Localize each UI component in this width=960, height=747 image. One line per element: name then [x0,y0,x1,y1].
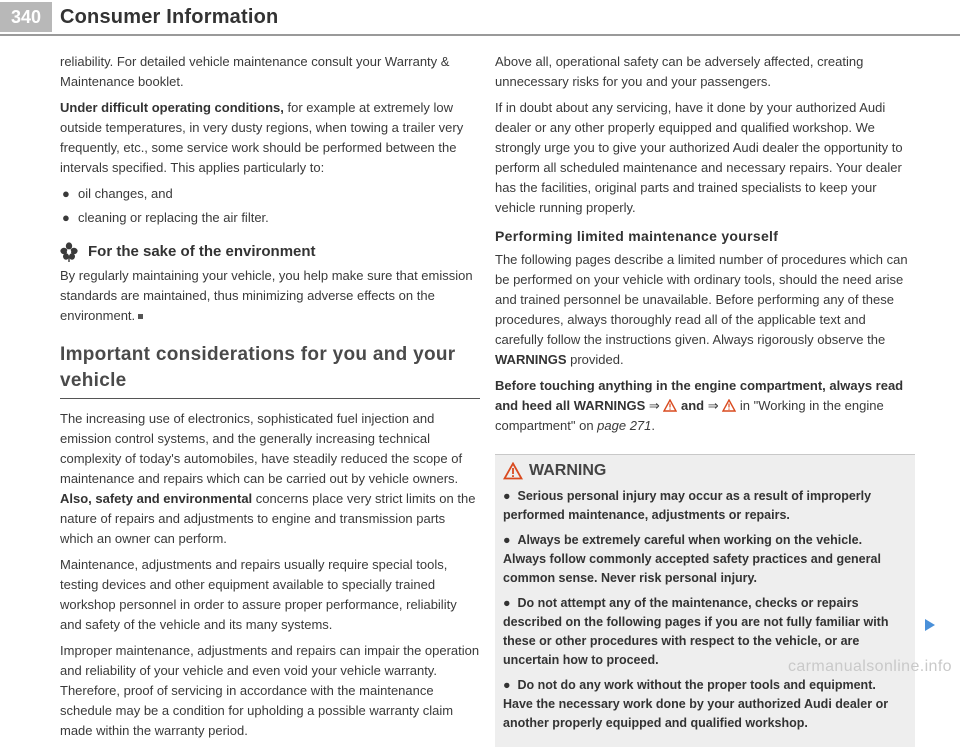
environment-text: By regularly maintaining your vehicle, you help make sure that emission standards are maintained, thus minimizing adverse effects on the environment. [60,268,473,323]
list-item-text: cleaning or replacing the air filter. [78,210,269,225]
paragraph-operational-safety: Above all, operational safety can be adversely affected, creating unnecessary risks for you and your passengers. [495,54,864,89]
engine-period: . [651,418,656,433]
right-column [495,52,915,747]
warning-title [503,461,907,481]
service-bullet-list [60,184,480,228]
left-column [60,52,480,747]
list-item [60,208,480,228]
end-of-section-icon [138,314,143,319]
warning-item-text: Always be extremely careful when working on the vehicle. Always follow commonly accepted safety practices and general common sense. Never risk personal injury. [503,533,881,585]
paragraph-improper-maintenance: Improper maintenance, adjustments and repairs can impair the operation and reliability of your vehicle and even void your vehicle warranty. Therefore, proof of servicing in accordance with the maintenance schedule may be a condition for upholding a possible warranty claim made within the warranty period. [60,643,480,738]
bullet-icon: ● [62,210,70,225]
watermark: carmanualsonline.info [787,658,952,675]
engine-and: and [677,398,705,413]
warning-item: ● Do not attempt any of the maintenance, checks or repairs described on the following pages if you are not fully familiar with these or other procedures with respect to the vehicle, or are uncertain how to proceed. [503,596,889,667]
warning-triangle-icon [722,399,736,412]
continue-arrow-icon[interactable] [924,618,936,632]
list-item [60,184,480,204]
paragraph-special-tools: Maintenance, adjustments and repairs usually require special tools, testing devices and other equipment available to specially trained workshop personnel in order to assure proper performance, reliability and safety of the vehicle and its many systems. [60,557,457,632]
procedures-text-b: provided. [566,352,624,367]
warning-item-text: Serious personal injury may occur as a result of improperly performed maintenance, adjustments or repairs. [503,489,872,522]
warning-item-text: Do not do any work without the proper tools and equipment. Have the necessary work done by your authorized Audi dealer or another properly equipped and qualified workshop. [503,678,889,730]
environment-heading-text: For the sake of the environment [88,243,316,260]
subheading-limited-maintenance: Performing limited maintenance yourself [495,228,779,244]
electronics-text-a: The increasing use of electronics, sophisticated fuel injection and emission control systems, and the generally increasing technical complexity of today's automobiles, have steadily reduced the scope of maintenance and repairs which can be carried out by vehicle owners. [60,411,463,486]
section-title: Important considerations for you and your vehicle [60,342,480,399]
paragraph-difficult-conditions [60,98,480,178]
paragraph-procedures [495,250,915,370]
paragraph-reliability: reliability. For detailed vehicle maintenance consult your Warranty & Maintenance booklet. [60,54,450,89]
warning-triangle-icon [503,462,523,480]
page-reference-link[interactable]: page 271 [597,418,652,433]
warning-triangle-icon [663,399,677,412]
paragraph-electronics [60,409,480,549]
engine-bold-text: Before touching anything in the engine compartment, always read and heed all WARNINGS [495,378,904,413]
electronics-text-b: concerns place very strict limits on the nature of repairs and adjustments to engine and transmission parts which an owner can perform. [60,491,476,546]
difficult-conditions-text: for example at extremely low outside temperatures, in very dusty regions, when towing a trailer very frequently, etc., some service work should be performed between the intervals specified. This applies particularly to: [60,100,464,175]
header-divider [0,34,960,36]
warning-item-text: Do not attempt any of the maintenance, checks or repairs described on the following pages if you are not fully familiar with these or other procedures with respect to the vehicle, or are uncertain how to proceed. [503,596,889,667]
reference-arrow: ⇒ [704,398,723,413]
reference-arrow: ⇒ [645,398,664,413]
warning-item: ● Serious personal injury may occur as a result of improperly performed maintenance, adjustments or repairs. [503,489,872,522]
warning-item: ● Do not do any work without the proper tools and equipment. Have the necessary work done by your authorized Audi dealer or another properly equipped and qualified workshop. [503,678,889,730]
procedures-text-a: The following pages describe a limited number of procedures which can be performed on your vehicle with ordinary tools, should the need arise and trained personnel be unavailable. Before performing any of these procedures, always thoroughly read all of the applicable text and carefully follow the instructions given. Always rigorously observe the [495,252,908,347]
difficult-conditions-lead: Under difficult operating conditions, [60,100,284,115]
paragraph-environment [60,266,480,326]
warning-title-text: WARNING [529,462,607,479]
list-item-text: oil changes, and [78,186,173,201]
paragraph-engine-compartment [495,376,915,436]
bullet-icon: ● [62,186,70,201]
page-number: 340 [0,2,52,32]
electronics-bold: Also, safety and environmental [60,491,253,506]
engine-text: in "Working in the engine compartment" on [495,398,884,433]
paragraph-servicing-doubt: If in doubt about any servicing, have it done by your authorized Audi dealer or any other properly equipped and qualified workshop. We strongly urge you to give your authorized Audi dealer the opportunity to perform all scheduled maintenance and necessary repairs. Your dealer has the facilities, original parts and trained specialists to keep your vehicle running properly. [495,100,903,215]
environment-heading [60,242,480,262]
page-header-title: Consumer Information [60,6,279,28]
flower-icon [60,242,78,262]
warning-box [495,454,915,747]
warning-item: ● Always be extremely careful when working on the vehicle. Always follow commonly accepted safety practices and general common sense. Never risk personal injury. [503,533,881,585]
procedures-bold-warnings: WARNINGS [495,352,567,367]
